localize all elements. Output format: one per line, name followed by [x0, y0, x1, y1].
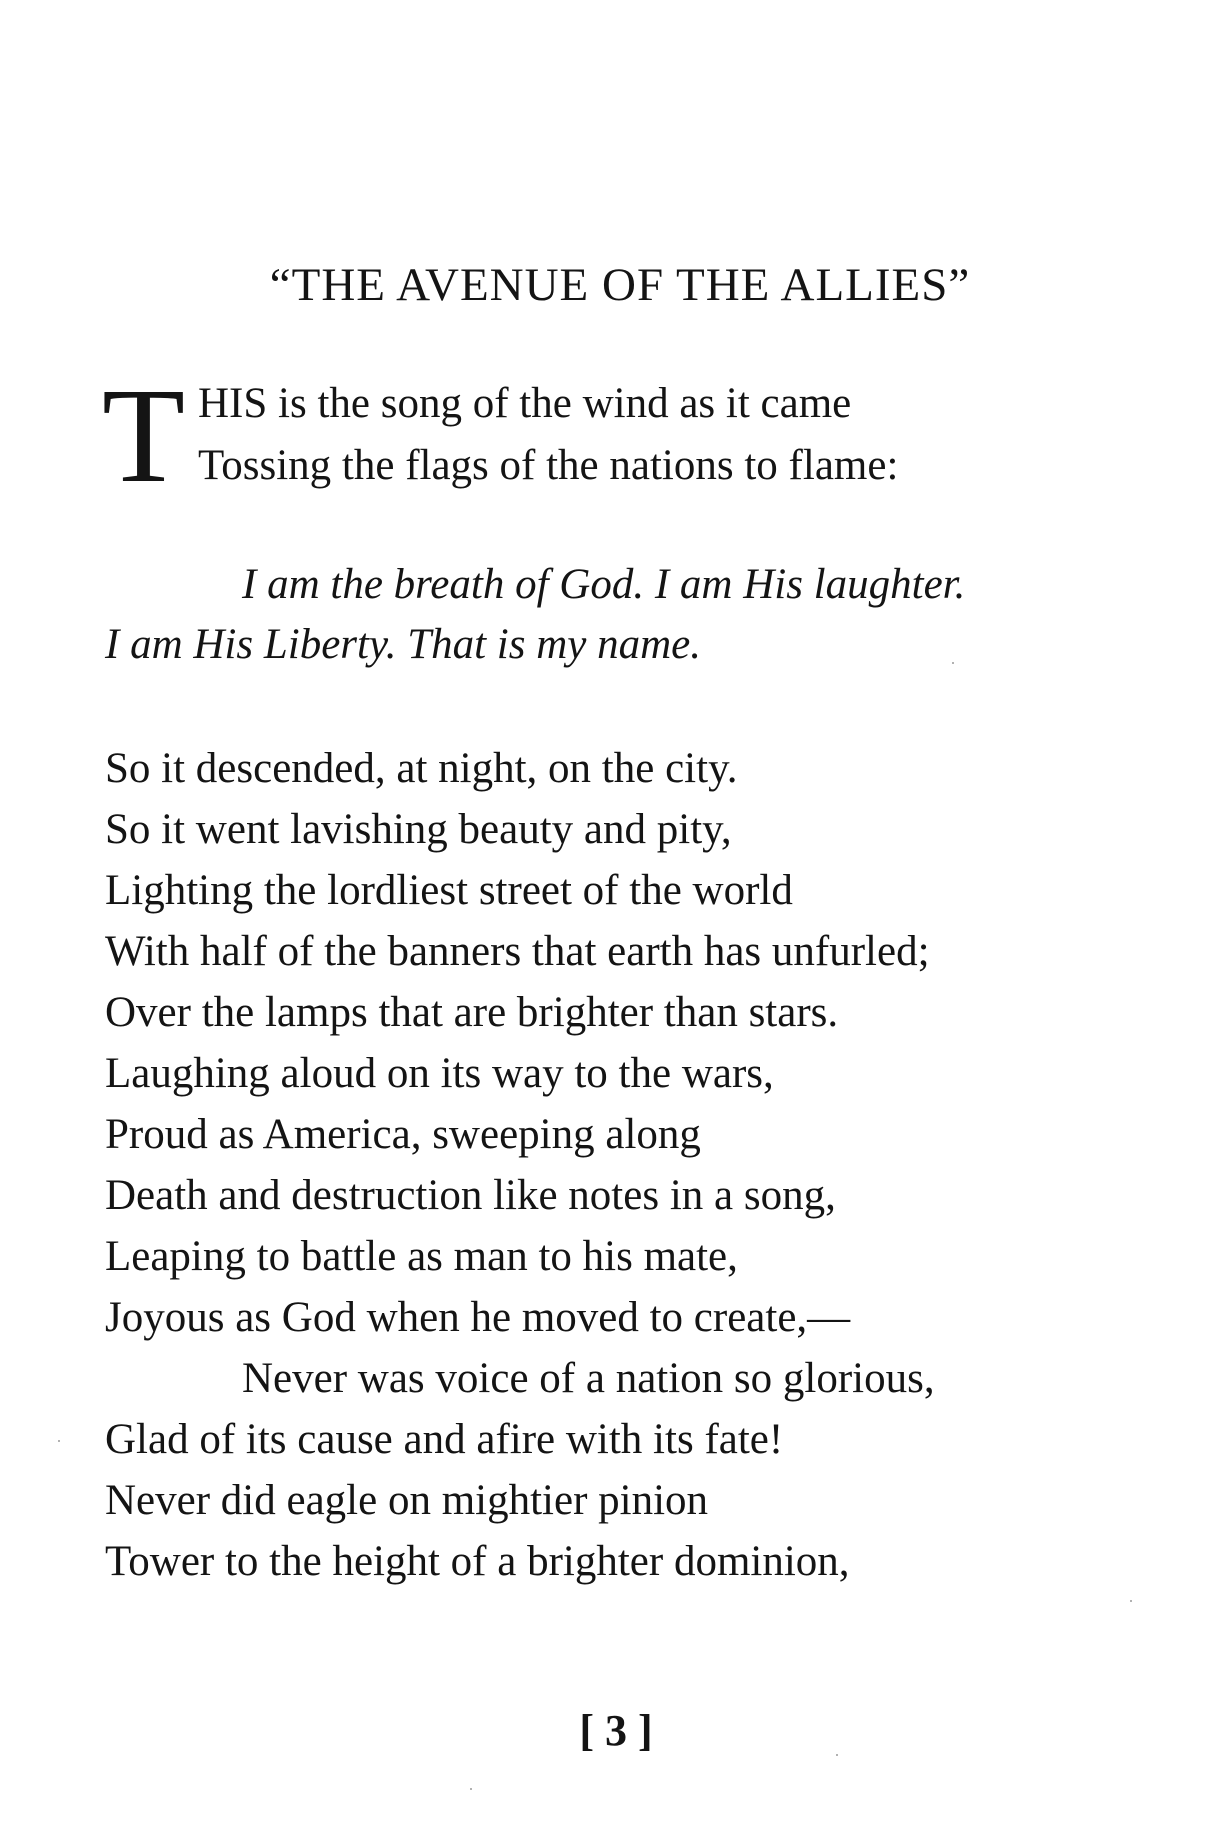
verse-line-3: Lighting the lordliest street of the world — [105, 867, 793, 914]
verse-line-6: Laughing aloud on its way to the wars, — [105, 1050, 774, 1097]
verse-line-13: Never did eagle on mightier pinion — [105, 1477, 709, 1524]
page-number: [ 3 ] — [579, 1706, 653, 1755]
paper-speck — [1130, 1600, 1132, 1602]
opening-line-2: Tossing the flags of the nations to flame: — [198, 442, 899, 489]
opening-line-1: HIS is the song of the wind as it came — [198, 380, 852, 427]
verse-line-12: Glad of its cause and afire with its fate! — [105, 1416, 784, 1463]
italic-line-2: I am His Liberty. That is my name. — [105, 621, 702, 668]
italic-line-1: I am the breath of God. I am His laughter. — [242, 561, 966, 608]
verse-line-10: Joyous as God when he moved to create,— — [105, 1294, 851, 1341]
paper-speck — [58, 1440, 60, 1442]
verse-line-11: Never was voice of a nation so glorious, — [242, 1355, 935, 1402]
poem-title: “THE AVENUE OF THE ALLIES” — [269, 259, 971, 311]
paper-speck — [470, 1788, 472, 1790]
verse-line-14: Tower to the height of a brighter dominion, — [105, 1538, 850, 1585]
verse-line-9: Leaping to battle as man to his mate, — [105, 1233, 738, 1280]
verse-line-5: Over the lamps that are brighter than stars. — [105, 989, 839, 1036]
verse-line-4: With half of the banners that earth has unfurled; — [105, 928, 930, 975]
verse-line-2: So it went lavishing beauty and pity, — [105, 806, 732, 853]
paper-speck — [952, 662, 954, 664]
verse-line-7: Proud as America, sweeping along — [105, 1111, 701, 1158]
verse-line-1: So it descended, at night, on the city. — [105, 745, 738, 792]
verse-line-8: Death and destruction like notes in a song, — [105, 1172, 836, 1219]
paper-speck — [836, 1754, 838, 1756]
drop-cap: T — [102, 361, 186, 511]
